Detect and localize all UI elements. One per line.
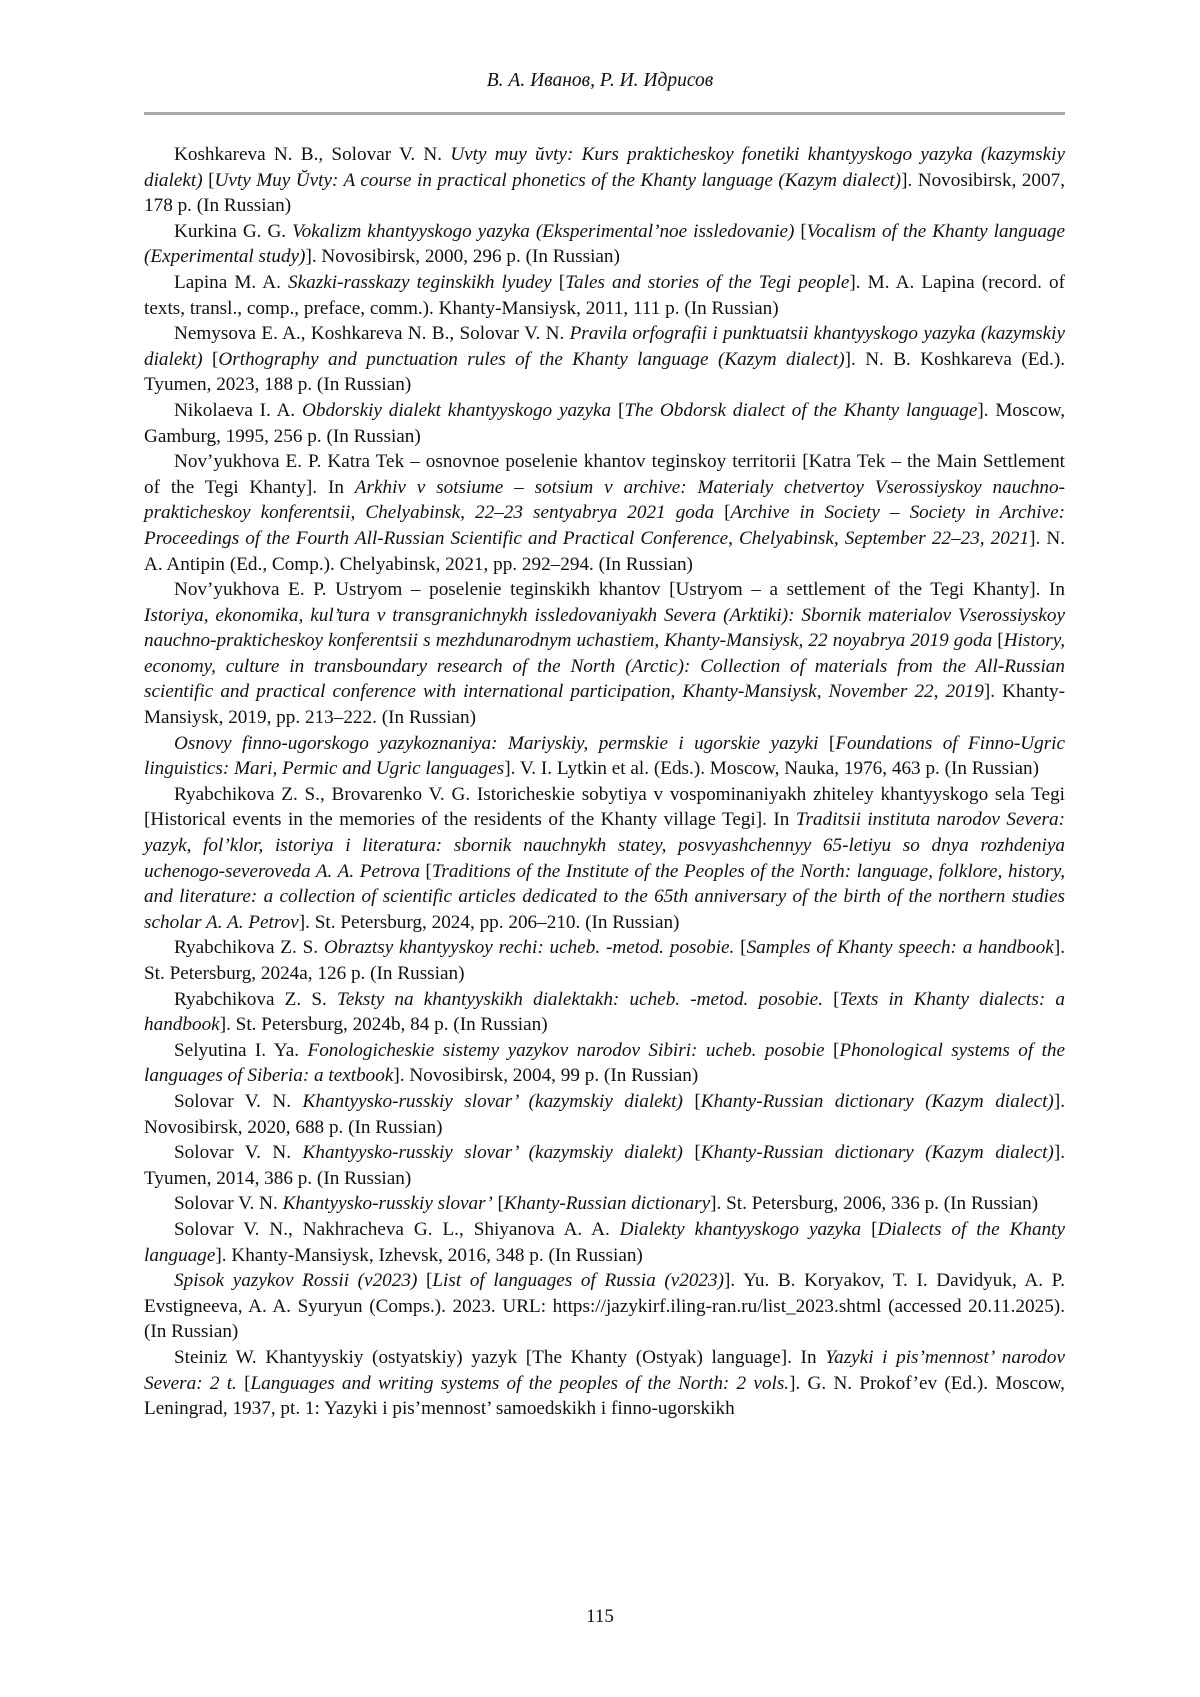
reference-text: Solovar V. N., Nakhracheva G. L., Shiyanova A. A.: [174, 1218, 620, 1240]
reference-text: ]. Tyumen, 2014, 386 p. (In Russian): [144, 1142, 1065, 1189]
reference-title-italic: Osnovy finno-ugorskogo yazykoznaniya: Mariyskiy, permskie i ugorskie yazyki: [174, 732, 819, 754]
reference-text: ]. Novosibirsk, 2007, 178 p. (In Russian): [144, 169, 1065, 217]
reference-title-italic: Samples of Khanty speech: a handbook: [746, 937, 1054, 959]
reference-title-italic: Uvty Muy Ŭvty: A course in practical phonetics of the Khanty language (Kazym dialect): [214, 169, 902, 191]
reference-text: ]. Novosibirsk, 2000, 296 p. (In Russian): [305, 246, 620, 268]
reference-title-italic: Khantyysko-russkiy slovar’ (kazymskiy dialekt): [302, 1090, 683, 1112]
reference-entry-ryabchikova-2024a: [144, 935, 1065, 986]
reference-title-italic: Dialects of the Khanty language: [144, 1218, 1065, 1266]
reference-title-italic: Vocalism of the Khanty language (Experimental study): [144, 220, 1066, 268]
reference-entry-solovar-nakhracheva-2016: [144, 1217, 1065, 1268]
reference-text: ]. St. Petersburg, 2024b, 84 p. (In Russian): [219, 1014, 548, 1036]
reference-text: [: [861, 1218, 878, 1240]
reference-entry-osnovy-1976: [144, 731, 1065, 782]
reference-text: [: [682, 1090, 701, 1112]
reference-entry-novyukhova-2019: [144, 577, 1065, 731]
reference-entry-spisok-2023: [144, 1268, 1065, 1345]
reference-text: [: [992, 630, 1004, 652]
reference-title-italic: Pravila orfografii i punktuatsii khantyyskogo yazyka (kazymskiy dialekt): [144, 323, 1066, 370]
reference-text: Nov’yukhova E. P. Katra Tek – osnovnoe poselenie khantov teginskoy territorii [Katra Tek – the Main Settlement of the Tegi Khanty]. In: [144, 451, 1065, 498]
reference-text: ]. Khanty-Mansiysk, 2019, pp. 213–222. (In Russian): [144, 681, 1065, 729]
reference-entry-steiniz-1937: [144, 1345, 1065, 1422]
reference-entry-novyukhova-2021: [144, 449, 1065, 577]
reference-title-italic: Arkhiv v sotsiume – sotsium v archive: Materialy chetvertoy Vserossiyskoy nauchno-prakticheskoy konferentsii, Chelyabinsk, 22–23 sentyabrya 2021 goda: [144, 476, 1065, 524]
reference-text: Solovar V. N.: [174, 1193, 283, 1215]
reference-title-italic: Obraztsy khantyyskoy rechi: ucheb. -metod. posobie.: [323, 937, 735, 959]
reference-text: [: [417, 1270, 433, 1292]
reference-entry-solovar-2014: [144, 1140, 1065, 1191]
reference-title-italic: Texts in Khanty dialects: a handbook: [144, 988, 1065, 1036]
reference-title-italic: Tales and stories of the Tegi people: [565, 271, 850, 293]
reference-title-italic: Skazki-rasskazy teginskikh lyudey: [288, 271, 552, 293]
reference-title-italic: Dialekty khantyyskogo yazyka: [619, 1218, 862, 1240]
reference-text: [: [818, 732, 836, 754]
reference-entry-lapina-2011: [144, 270, 1065, 321]
reference-text: Solovar V. N.: [174, 1142, 303, 1164]
reference-text: Steiniz W. Khantyyskiy (ostyatskiy) yazyk [The Khanty (Ostyak) language]. In: [174, 1346, 826, 1368]
reference-title-italic: Khantyysko-russkiy slovar’: [282, 1193, 493, 1215]
reference-text: ]. Novosibirsk, 2020, 688 p. (In Russian): [144, 1090, 1065, 1138]
reference-text: [: [824, 1039, 840, 1061]
reference-text: ]. G. N. Prokof’ev (Ed.). Moscow, Leningrad, 1937, pt. 1: Yazyki i pis’mennost’ samoedskikh i finno-ugorskikh: [144, 1372, 1065, 1420]
reference-list: [144, 142, 1065, 1422]
reference-title-italic: List of languages of Russia (v2023): [432, 1270, 724, 1292]
reference-title-italic: Phonological systems of the languages of Siberia: a textbook: [144, 1039, 1066, 1087]
reference-title-italic: Spisok yazykov Rossii (v2023): [174, 1270, 418, 1292]
reference-text: [: [714, 502, 731, 524]
reference-title-italic: Istoriya, ekonomika, kul’tura v transgranichnykh issledovaniyakh Severa (Arktiki): Sbornik materialov Vserossiyskoy nauchno-prakticheskoy konferentsii s mezhdunarodnym uchastiem, Khanty-Mansiysk, 22 noyabrya 2019 goda: [144, 604, 1065, 652]
reference-text: ]. Yu. B. Koryakov, T. I. Davidyuk, A. P. Evstigneeva, A. A. Syuryun (Comps.). 2023. URL: https://jazykirf.iling-ran.ru/list_2023.shtml (accessed 20.11.2025). (In Russian): [144, 1270, 1065, 1343]
reference-text: Ryabchikova Z. S.: [174, 937, 324, 959]
reference-text: [: [551, 271, 566, 293]
reference-entry-solovar-2020: [144, 1089, 1065, 1140]
reference-text: [: [236, 1372, 251, 1394]
reference-entry-nikolaeva-1995: [144, 398, 1065, 449]
reference-title-italic: Yazyki i pis’mennost’ narodov Severa: 2 t.: [144, 1346, 1065, 1394]
reference-text: Nov’yukhova E. P. Ustryom – poselenie teginskikh khantov [Ustryom – a settlement of the Tegi Khanty]. In: [174, 579, 1065, 601]
reference-entry-ryabchikova-brovarenko-2024: [144, 782, 1065, 936]
reference-text: [: [492, 1193, 504, 1215]
reference-text: [: [202, 348, 219, 370]
reference-title-italic: Khanty-Russian dictionary (Kazym dialect): [700, 1142, 1054, 1164]
reference-entry-nemysova-2023: [144, 321, 1065, 398]
reference-text: ]. Moscow, Gamburg, 1995, 256 p. (In Russian): [144, 399, 1065, 447]
reference-text: ]. St. Petersburg, 2006, 336 p. (In Russian): [710, 1193, 1039, 1215]
reference-title-italic: The Obdorsk dialect of the Khanty language: [624, 399, 978, 421]
reference-title-italic: Khanty-Russian dictionary: [503, 1193, 711, 1215]
reference-text: [: [419, 860, 432, 882]
reference-text: Solovar V. N.: [174, 1090, 303, 1112]
reference-text: ]. V. I. Lytkin et al. (Eds.). Moscow, Nauka, 1976, 463 p. (In Russian): [504, 758, 1039, 780]
reference-text: [: [202, 169, 215, 191]
reference-title-italic: Teksty na khantyyskikh dialektakh: ucheb. -metod. posobie.: [336, 988, 823, 1010]
reference-text: ]. M. A. Lapina (record. of texts, transl., comp., preface, comm.). Khanty-Mansiysk, 2011, 111 p. (In Russian): [144, 271, 1065, 319]
reference-title-italic: Traditsii instituta narodov Severa: yazyk, fol’klor, istoriya i literatura: sbornik nauchnykh statey, posvyashchennyy 65-letiyu so dnya rozhdeniya uchenogo-severoveda A. A. Petrova: [144, 809, 1065, 882]
reference-title-italic: Archive in Society – Society in Archive: Proceedings of the Fourth All-Russian Scientific and Practical Conference, Chelyabinsk, September 22–23, 2021: [144, 502, 1066, 549]
reference-text: [: [794, 220, 807, 242]
reference-title-italic: Fonologicheskie sistemy yazykov narodov Sibiri: ucheb. posobie: [307, 1039, 825, 1061]
reference-text: [: [823, 988, 840, 1010]
reference-text: ]. St. Petersburg, 2024a, 126 p. (In Russian): [144, 937, 1066, 984]
reference-title-italic: Khantyysko-russkiy slovar’ (kazymskiy dialekt): [302, 1142, 683, 1164]
reference-title-italic: History, economy, culture in transboundary research of the North (Arctic): Collection of materials from the All-Russian scientific and practical conference with international participation, Khanty-Mansiysk, November 22, 2019: [144, 630, 1066, 703]
reference-text: Kurkina G. G.: [174, 220, 293, 242]
reference-title-italic: Khanty-Russian dictionary (Kazym dialect): [700, 1090, 1054, 1112]
reference-text: Nikolaeva I. A.: [174, 399, 302, 421]
reference-text: [: [734, 937, 747, 959]
reference-text: ]. N. B. Koshkareva (Ed.). Tyumen, 2023, 188 p. (In Russian): [144, 348, 1066, 396]
reference-entry-selyutina-2004: [144, 1038, 1065, 1089]
reference-text: Ryabchikova Z. S., Brovarenko V. G. Istoricheskie sobytiya v vospominaniyakh zhiteley khantyyskogo sela Tegi [Historical events in the memories of the residents of the Khanty village Tegi]. In: [144, 783, 1065, 831]
reference-text: [: [611, 399, 625, 421]
reference-text: ]. Novosibirsk, 2004, 99 p. (In Russian): [393, 1065, 699, 1087]
reference-title-italic: Obdorskiy dialekt khantyyskogo yazyka: [302, 399, 612, 421]
reference-title-italic: Traditions of the Institute of the Peoples of the North: language, folklore, history, and literature: a collection of scientific articles dedicated to the 65th anniversary of the birth of the northern studies scholar A. A. Petrov: [144, 860, 1066, 933]
reference-text: ]. Khanty-Mansiysk, Izhevsk, 2016, 348 p. (In Russian): [215, 1244, 643, 1266]
reference-title-italic: Languages and writing systems of the peoples of the North: 2 vols.: [250, 1372, 790, 1394]
reference-title-italic: Vokalizm khantyyskogo yazyka (Eksperimental’noe issledovanie): [292, 220, 795, 242]
reference-text: [: [682, 1142, 701, 1164]
reference-text: ]. St. Petersburg, 2024, pp. 206–210. (In Russian): [298, 911, 680, 933]
reference-title-italic: Uvty muy ŭvty: Kurs prakticheskoy fonetiki khantyyskogo yazyka (kazymskiy dialekt): [144, 144, 1065, 191]
reference-entry-solovar-2006: [144, 1191, 1065, 1217]
reference-text: Koshkareva N. B., Solovar V. N.: [174, 144, 451, 165]
reference-title-italic: Orthography and punctuation rules of the Khanty language (Kazym dialect): [218, 348, 845, 370]
reference-title-italic: Foundations of Finno-Ugric linguistics: Mari, Permic and Ugric languages: [144, 732, 1066, 780]
reference-text: Ryabchikova Z. S.: [174, 988, 337, 1010]
reference-text: Selyutina I. Ya.: [174, 1039, 308, 1061]
reference-entry-ryabchikova-2024b: [144, 987, 1065, 1038]
page-number: 115: [586, 1606, 614, 1627]
running-head: В. А. Иванов, Р. И. Идрисов: [486, 70, 714, 91]
header-rule: [144, 112, 1065, 115]
reference-entry-koshkareva-2007: [144, 142, 1065, 219]
reference-text: Lapina M. A.: [174, 271, 289, 293]
reference-entry-kurkina-2000: [144, 219, 1065, 270]
reference-text: Nemysova E. A., Koshkareva N. B., Solovar V. N.: [174, 323, 570, 345]
reference-text: ]. N. A. Antipin (Ed., Comp.). Chelyabinsk, 2021, pp. 292–294. (In Russian): [144, 527, 1065, 575]
